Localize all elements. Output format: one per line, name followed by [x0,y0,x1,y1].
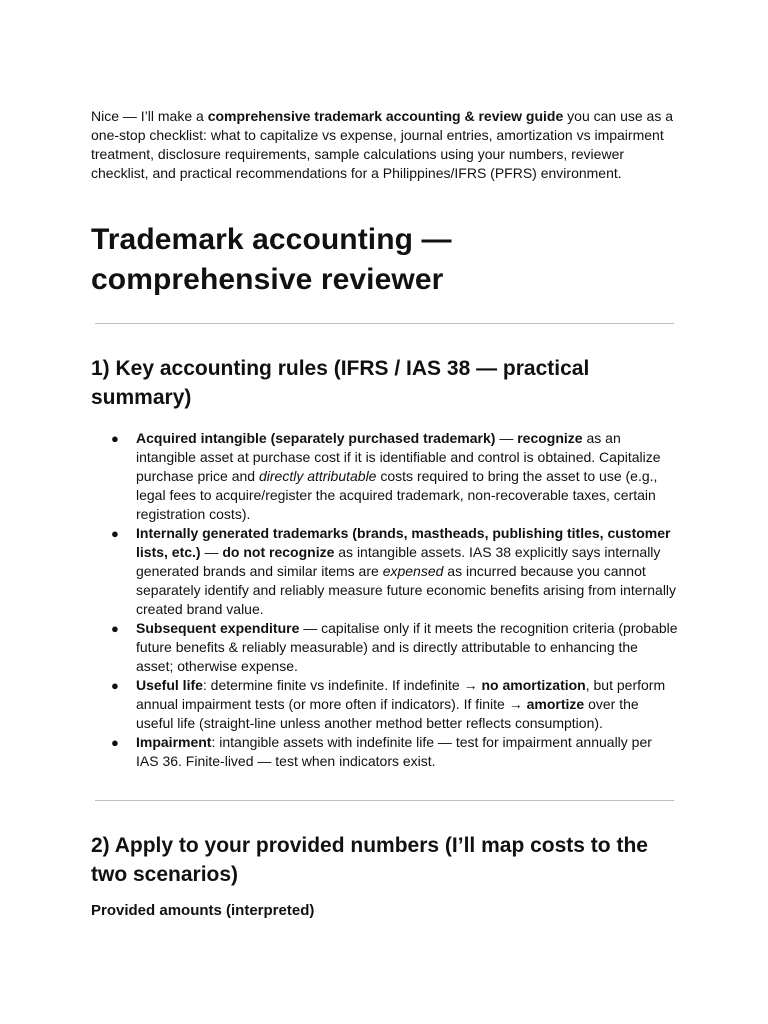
item-italic-term: directly attributable [258,468,377,484]
item-italic-term: expensed [382,563,444,579]
item-text: , but perform annual impairment tests (or more often if indicators). If finite → [136,677,666,712]
item-bold-term: recognize [517,430,583,446]
item-bold-term: Useful life [136,677,203,693]
item-bold-term: do not recognize [222,544,335,560]
bullet-icon: ● [111,678,119,693]
item-text: costs required to bring the asset to use (e.g., legal fees to acquire/register the acquired trademark, non-recoverable taxes, certain registration costs). [136,468,658,522]
item-text: — [200,544,223,560]
intro-paragraph [91,107,678,183]
item-text: as an intangible asset at purchase cost if it is identifiable and control is obtained. Capitalize purchase price and [136,430,661,484]
item-bold-term: Acquired intangible (separately purchased trademark) [136,430,496,446]
item-text: as incurred because you cannot separately identify and reliably measure future economic benefits arising from internally created brand value. [136,563,677,617]
section-2-subheading: Provided amounts (interpreted) [91,902,315,919]
item-text: as intangible assets. IAS 38 explicitly says internally generated brands and similar items are [136,544,661,579]
list-item [111,524,678,619]
item-text: : determine finite vs indefinite. If indefinite → [202,677,482,693]
item-bold-term: Impairment [136,734,212,750]
list-item [111,733,678,771]
item-text: — capitalise only if it meets the recognition criteria (probable future benefits & reliably measurable) and is directly attributable to enhancing the asset; otherwise expense. [136,620,678,674]
item-text: over the useful life (straight-line unless another method better reflects consumption). [136,696,639,731]
list-item [111,429,678,524]
item-bold-term: Internally generated trademarks (brands, mastheads, publishing titles, customer lists, etc.) [136,525,671,560]
intro-text-1: Nice — I’ll make a [91,108,208,124]
bullet-icon: ● [111,526,119,541]
bullet-icon: ● [111,735,119,750]
item-bold-term: amortize [526,696,585,712]
rules-list [91,429,678,771]
section-2-heading: 2) Apply to your provided numbers (I’ll map costs to the two scenarios) [91,834,648,886]
intro-text-2: you can use as a one-stop checklist: what to capitalize vs expense, journal entries, amortization vs impairment treatment, disclosure requirements, sample calculations using your numbers, reviewer checklist, and practical recommendations for a Philippines/IFRS (PFRS) environment. [91,108,674,181]
item-bold-term: no amortization [481,677,586,693]
list-item [111,676,678,733]
intro-bold-phrase: comprehensive trademark accounting & review guide [207,108,564,124]
list-item [111,619,678,676]
bullet-icon: ● [111,431,119,446]
divider-2 [95,800,674,801]
bullet-icon: ● [111,621,119,636]
section-1-heading: 1) Key accounting rules (IFRS / IAS 38 — practical summary) [91,357,590,409]
divider-1 [95,323,674,324]
item-text: : intangible assets with indefinite life — test for impairment annually per IAS 36. Finite-lived — test when indicators exist. [136,734,652,769]
page-title: Trademark accounting — comprehensive reviewer [91,223,452,296]
item-text: — [495,430,518,446]
item-bold-term: Subsequent expenditure [136,620,300,636]
